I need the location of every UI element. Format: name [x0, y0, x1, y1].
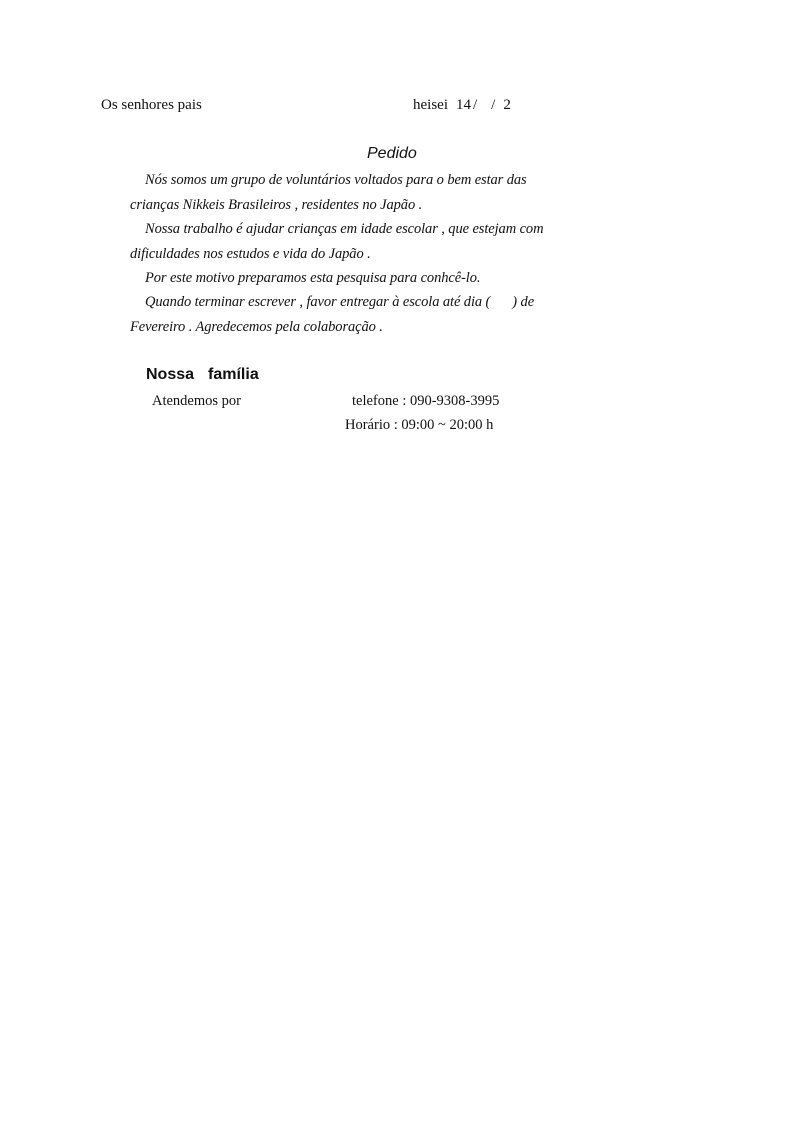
date-separator: / — [491, 97, 496, 113]
addressee: Os senhores pais — [101, 97, 202, 113]
page-title: Pedido — [367, 145, 417, 162]
paragraph-line-deadline — [145, 294, 534, 311]
deadline-text-after: ) de — [512, 294, 535, 310]
section-heading-word: família — [208, 366, 259, 383]
date-line — [413, 97, 511, 114]
section-heading — [146, 366, 259, 384]
date-day: 2 — [503, 97, 511, 113]
deadline-text-before: Quando terminar escrever , favor entregar à escola até dia ( — [145, 294, 491, 310]
date-year: 14 — [456, 97, 471, 113]
date-era: heisei — [413, 97, 448, 113]
paragraph-line: crianças Nikkeis Brasileiros , residentes no Japão . — [130, 197, 423, 213]
paragraph-line: Nossa trabalho é ajudar crianças em idade escolar , que estejam com — [145, 221, 544, 237]
phone-number: telefone : 090-9308-3995 — [352, 393, 500, 409]
section-heading-word: Nossa — [146, 366, 195, 383]
paragraph-line: Nós somos um grupo de voluntários voltados para o bem estar das — [145, 172, 527, 188]
paragraph-line: Por este motivo preparamos esta pesquisa para conhcê-lo. — [145, 270, 481, 286]
served-by-label: Atendemos por — [152, 393, 241, 409]
service-hours: Horário : 09:00 ~ 20:00 h — [345, 417, 494, 433]
date-separator: / — [473, 97, 478, 113]
paragraph-line: Fevereiro . Agredecemos pela colaboração . — [130, 319, 383, 335]
paragraph-line: dificuldades nos estudos e vida do Japão . — [130, 246, 371, 262]
